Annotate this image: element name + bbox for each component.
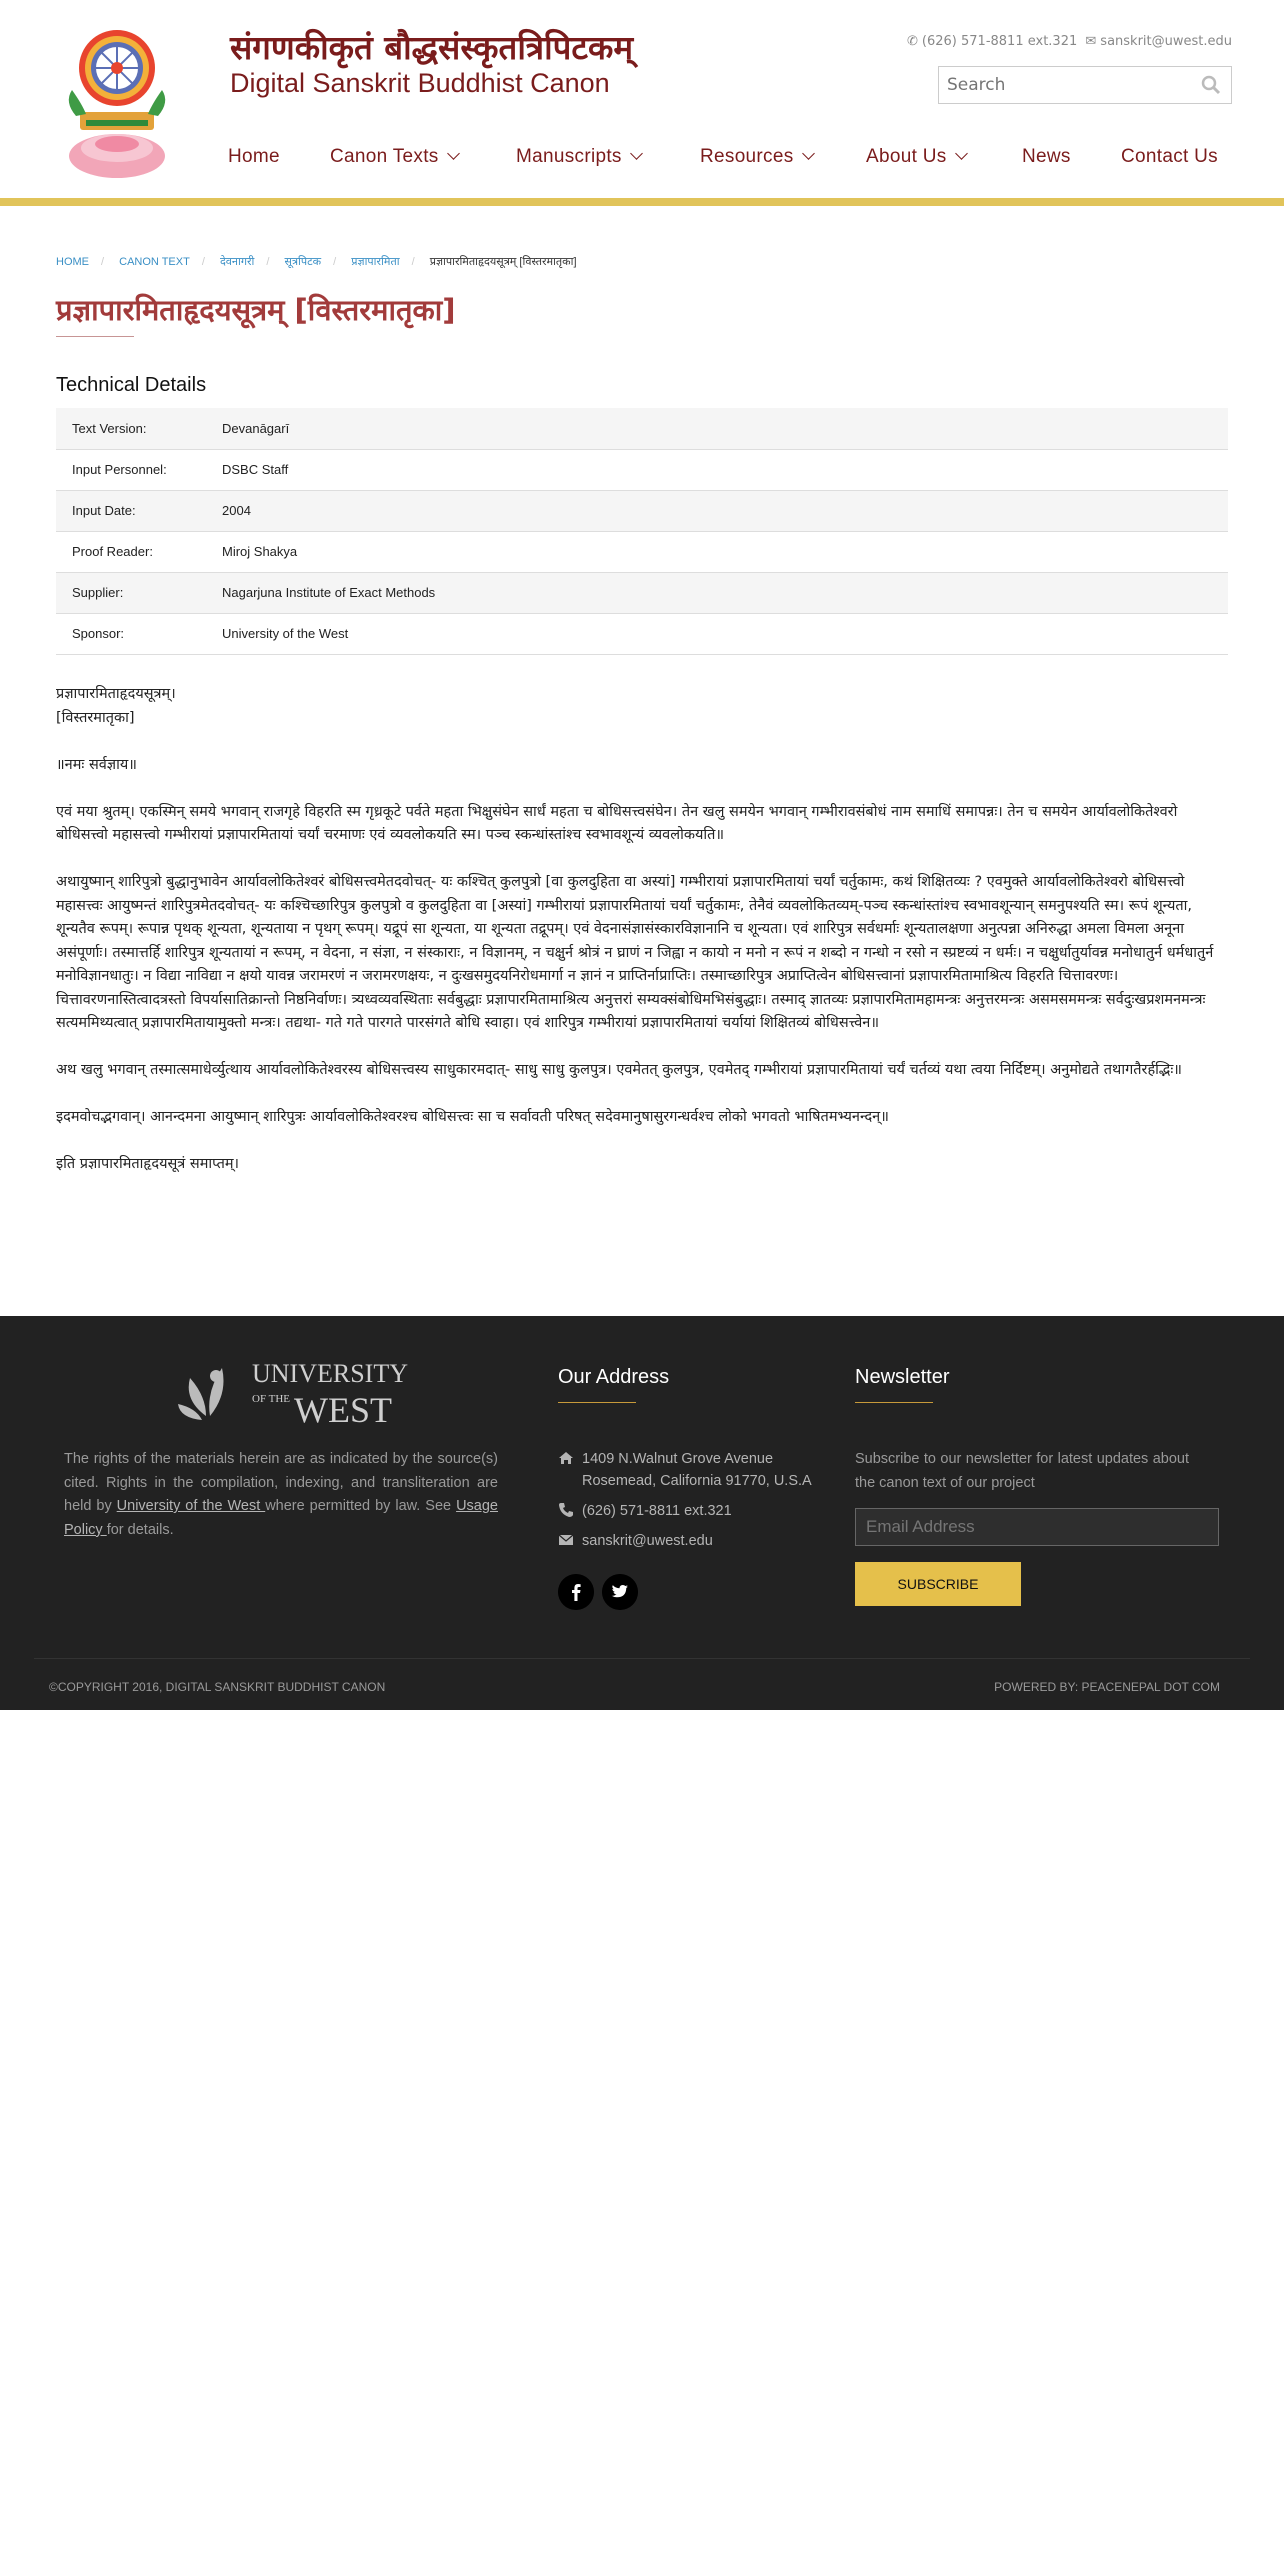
detail-key: Proof Reader: bbox=[72, 544, 153, 559]
breadcrumb-canon-text[interactable]: CANON TEXT bbox=[119, 256, 190, 268]
nav-home[interactable]: Home bbox=[228, 146, 280, 167]
twitter-icon[interactable] bbox=[602, 1574, 638, 1610]
address-heading: Our Address bbox=[558, 1366, 670, 1388]
nav-about-us[interactable]: About Us bbox=[866, 146, 966, 168]
copyright-text: ©COPYRIGHT 2016, DIGITAL SANSKRIT BUDDHIST CANON bbox=[49, 1680, 386, 1694]
footer-email[interactable]: sanskrit@uwest.edu bbox=[582, 1533, 713, 1549]
table-row bbox=[56, 490, 1228, 531]
chevron-down-icon bbox=[447, 147, 460, 160]
logo-west-text: WEST bbox=[294, 1390, 392, 1430]
search-box bbox=[938, 66, 1232, 104]
top-contact-bar bbox=[903, 34, 1232, 49]
powered-by-text[interactable]: POWERED BY: PEACENEPAL DOT COM bbox=[994, 1680, 1220, 1694]
newsletter-heading: Newsletter bbox=[855, 1366, 950, 1388]
text-heading: प्रज्ञापारमिताहृदयसूत्रम्। bbox=[56, 686, 176, 702]
breadcrumb-prajnaparamita[interactable]: प्रज्ञापारमिता bbox=[351, 256, 400, 268]
address-line-1: 1409 N.Walnut Grove Avenue bbox=[582, 1451, 774, 1467]
detail-key: Sponsor: bbox=[72, 626, 125, 641]
site-title-sanskrit[interactable]: संगणकीकृतं बौद्धसंस्कृतत्रिपिटकम् bbox=[230, 28, 634, 67]
text-subheading: [विस्तरमातृका] bbox=[56, 709, 135, 726]
breadcrumb-separator: / bbox=[333, 256, 337, 268]
footer-divider bbox=[34, 1658, 1250, 1659]
chevron-down-icon bbox=[630, 147, 643, 160]
breadcrumb-separator: / bbox=[266, 256, 270, 268]
newsletter-email-input[interactable] bbox=[855, 1508, 1219, 1546]
technical-details-heading: Technical Details bbox=[56, 374, 207, 396]
breadcrumb-separator: / bbox=[101, 256, 105, 268]
text-paragraph: अथ खलु भगवान् तस्मात्समाधेर्व्युत्थाय आर्यावलोकितेश्वरस्य बोधिसत्त्वस्य साधुकारमदात्- साधु साधु कुलपुत्र। एवमेतत् कुलपुत्र, एवमेतद् गम्भीरायां प्रज्ञापारमितायां चर्यं चर्तव्यं यथा त्वया निर्दिष्टम्। अनुमोद्यते तथागतैरर्हद्भिः॥ bbox=[56, 1062, 1182, 1078]
newsletter-heading-underline bbox=[855, 1402, 933, 1403]
breadcrumb-separator: / bbox=[411, 256, 415, 268]
dharma-wheel-logo[interactable] bbox=[62, 16, 172, 182]
detail-value: Nagarjuna Institute of Exact Methods bbox=[222, 585, 436, 600]
nav-manuscripts[interactable]: Manuscripts bbox=[516, 146, 641, 168]
text-paragraph: इति प्रज्ञापारमिताहृदयसूत्रं समाप्तम्। bbox=[56, 1156, 240, 1172]
facebook-icon[interactable] bbox=[558, 1574, 594, 1610]
text-paragraph: इदमवोचद्भगवान्। आनन्दमना आयुष्मान् शारिपुत्रः आर्यावलोकितेश्वरश्च बोधिसत्त्वः सा च सर्वावती परिषत् सदेवमानुषासुरगन्धर्वश्च लोको भगवतो भाषितमभ्यनन्दन्॥ bbox=[56, 1109, 889, 1125]
table-row bbox=[56, 449, 1228, 490]
home-icon bbox=[558, 1450, 574, 1466]
newsletter-description: Subscribe to our newsletter for latest updates about the canon text of our project bbox=[855, 1451, 1189, 1491]
logo-university-text: UNIVERSITY bbox=[252, 1359, 408, 1388]
title-underline bbox=[56, 336, 134, 337]
detail-value: DSBC Staff bbox=[222, 462, 289, 477]
phone-icon: ✆ bbox=[907, 34, 918, 49]
detail-value: Devanāgarī bbox=[222, 420, 290, 436]
logo-of-the-text: OF THE bbox=[252, 1393, 290, 1405]
breadcrumb-separator: / bbox=[201, 256, 205, 268]
canon-text-body bbox=[56, 683, 1228, 1200]
site-header bbox=[0, 0, 1284, 200]
detail-key: Text Version: bbox=[72, 420, 147, 436]
subscribe-button[interactable]: SUBSCRIBE bbox=[855, 1562, 1021, 1606]
header-divider bbox=[0, 198, 1284, 206]
technical-details-table bbox=[56, 408, 1228, 655]
top-phone: (626) 571-8811 ext.321 bbox=[921, 34, 1078, 49]
university-of-the-west-logo[interactable] bbox=[176, 1356, 416, 1430]
table-row bbox=[56, 531, 1228, 572]
breadcrumb-home[interactable]: HOME bbox=[56, 256, 89, 268]
detail-key: Input Date: bbox=[72, 503, 136, 518]
table-row bbox=[56, 408, 1228, 449]
address-heading-underline bbox=[558, 1402, 636, 1403]
university-link[interactable]: University of the West bbox=[116, 1498, 266, 1514]
table-row bbox=[56, 613, 1228, 654]
detail-key: Input Personnel: bbox=[72, 462, 167, 477]
breadcrumb-sutrapitaka[interactable]: सूत्रपिटक bbox=[284, 256, 322, 268]
nav-news[interactable]: News bbox=[1022, 146, 1071, 167]
search-input[interactable] bbox=[939, 67, 1179, 103]
envelope-icon bbox=[558, 1532, 574, 1548]
footer-rights-text: The rights of the materials herein are as indicated by the source(s) cited. Rights in the compilation, indexing, and transliteration are held by University of the West where permitted by law. See Usage Policy for details. bbox=[64, 1451, 498, 1538]
nav-canon-texts[interactable]: Canon Texts bbox=[330, 146, 458, 168]
page-title: प्रज्ञापारमिताहृदयसूत्रम् [विस्तरमातृका] bbox=[56, 293, 456, 327]
detail-value: University of the West bbox=[222, 626, 349, 641]
site-title-english[interactable]: Digital Sanskrit Buddhist Canon bbox=[230, 68, 610, 98]
search-icon[interactable] bbox=[1201, 75, 1221, 95]
detail-value: 2004 bbox=[222, 503, 251, 518]
text-paragraph: एवं मया श्रुतम्। एकस्मिन् समये भगवान् राजगृहे विहरति स्म गृध्रकूटे पर्वते महता भिक्षुसंघेन सार्धं महता च बोधिसत्त्वसंघेन। तेन खलु समयेन भगवान् गम्भीरावसंबोधं नाम समाधिं समापन्नः। तेन च समयेन आर्यावलोकितेश्वरो बोधिसत्त्वो महासत्त्वो गम्भीरायां प्रज्ञापारमितायां चर्यां चरमाणः एवं व्यवलोकयति स्म। पञ्च स्कन्धांस्तांश्च स्वभावशून्यं व्यवलोकयति॥ bbox=[56, 803, 1178, 843]
detail-value: Miroj Shakya bbox=[222, 544, 298, 559]
breadcrumb bbox=[56, 254, 577, 269]
text-paragraph: ॥नमः सर्वज्ञाय॥ bbox=[56, 756, 137, 773]
nav-contact-us[interactable]: Contact Us bbox=[1121, 146, 1218, 167]
top-email[interactable]: sanskrit@uwest.edu bbox=[1100, 34, 1232, 49]
nav-resources[interactable]: Resources bbox=[700, 146, 813, 168]
detail-key: Supplier: bbox=[72, 585, 124, 600]
chevron-down-icon bbox=[955, 147, 968, 160]
breadcrumb-devanagari[interactable]: देवनागरी bbox=[219, 256, 255, 268]
breadcrumb-current: प्रज्ञापारमिताहृदयसूत्रम् [विस्तरमातृका] bbox=[429, 256, 577, 268]
footer-phone: (626) 571-8811 ext.321 bbox=[582, 1503, 732, 1519]
text-title-block bbox=[56, 683, 1228, 730]
address-line-2: Rosemead, California 91770, U.S.A bbox=[582, 1473, 812, 1489]
text-paragraph: अथायुष्मान् शारिपुत्रो बुद्धानुभावेन आर्यावलोकितेश्वरं बोधिसत्त्वमेतदवोचत्- यः कश्चित् कुलपुत्रो [वा कुलदुहिता वा अस्यां] गम्भीरायां प्रज्ञापारमितायां चर्यां चर्तुकामः, कथं शिक्षितव्यः ? एवमुक्ते आर्यावलोकितेश्वरो बोधिसत्त्वो महासत्त्वः आयुष्मन्तं शारिपुत्रमेतदवोचत्- यः कश्चिच्छारिपुत्र कुलपुत्रो व कुलदुहिता वा [अस्यां] गम्भीरायां प्रज्ञापारमितायां चर्यां चर्तुकामः, तेनैवं व्यवलोकितव्यम्-पञ्च स्कन्धांस्तांश्च स्वभावशून्यान् समनुपश्यति स्म। रूपं शून्यता, शून्यतैव रूपम्। रूपान्न पृथक् शून्यता, शून्यताया न पृथग् रूपम्। यद्रूपं सा शून्यता, या शून्यता तद्रूपम्। एवं वेदनासंज्ञासंस्कारविज्ञानानि च शून्यता। एवं शारिपुत्र सर्वधर्माः शून्यतालक्षणा अनुत्पन्ना अनिरुद्धा अमला विमला अनूना असंपूर्णाः। तस्मात्तर्हि शारिपुत्र शून्यतायां न रूपम्, न वेदना, न संज्ञा, न संस्काराः, न विज्ञानम्, न चक्षुर्न श्रोत्रं न घ्राणं न जिह्वा न कायो न मनो न रूपं न शब्दो न गन्धो न रसो न स्प्रष्टव्यं न धर्मः। न चक्षुर्धातुर्यावन्न मनोधातुर्न धर्मधातुर्न मनोविज्ञानधातुः। न विद्या नाविद्या न क्षयो यावन्न जरामरणं न जरामरणक्षयः, न दुःखसमुदयनिरोधमार्गा न ज्ञानं न प्राप्तिर्नाप्राप्तिः। तस्माच्छारिपुत्र अप्राप्तित्वेन बोधिसत्त्वानां प्रज्ञापारमितामाश्रित्य विहरति चित्तावरणः। चित्तावरणनास्तित्वादत्रस्तो विपर्यासातिक्रान्तो निष्ठनिर्वाणः। त्र्यध्वव्यवस्थिताः सर्वबुद्धाः प्रज्ञापारमितामाश्रित्य अनुत्तरां सम्यक्संबोधिमभिसंबुद्धाः। तस्माद् ज्ञातव्यः प्रज्ञापारमितामहामन्त्रः अनुत्तरमन्त्रः असमसममन्त्रः सर्वदुःखप्रशमनमन्त्रः सत्यममिथ्यत्वात् प्रज्ञापारमितायामुक्तो मन्त्रः। तद्यथा- गते गते पारगते पारसंगते बोधि स्वाहा। एवं शारिपुत्र गम्भीरायां प्रज्ञापारमितायां चर्यायां शिक्षितव्यं बोधिसत्त्वेन॥ bbox=[56, 874, 1214, 1031]
table-row bbox=[56, 572, 1228, 613]
envelope-icon: ✉ bbox=[1085, 34, 1097, 49]
usage-policy-link[interactable]: Usage Policy bbox=[64, 1498, 498, 1538]
chevron-down-icon bbox=[802, 147, 815, 160]
phone-icon bbox=[558, 1502, 574, 1518]
